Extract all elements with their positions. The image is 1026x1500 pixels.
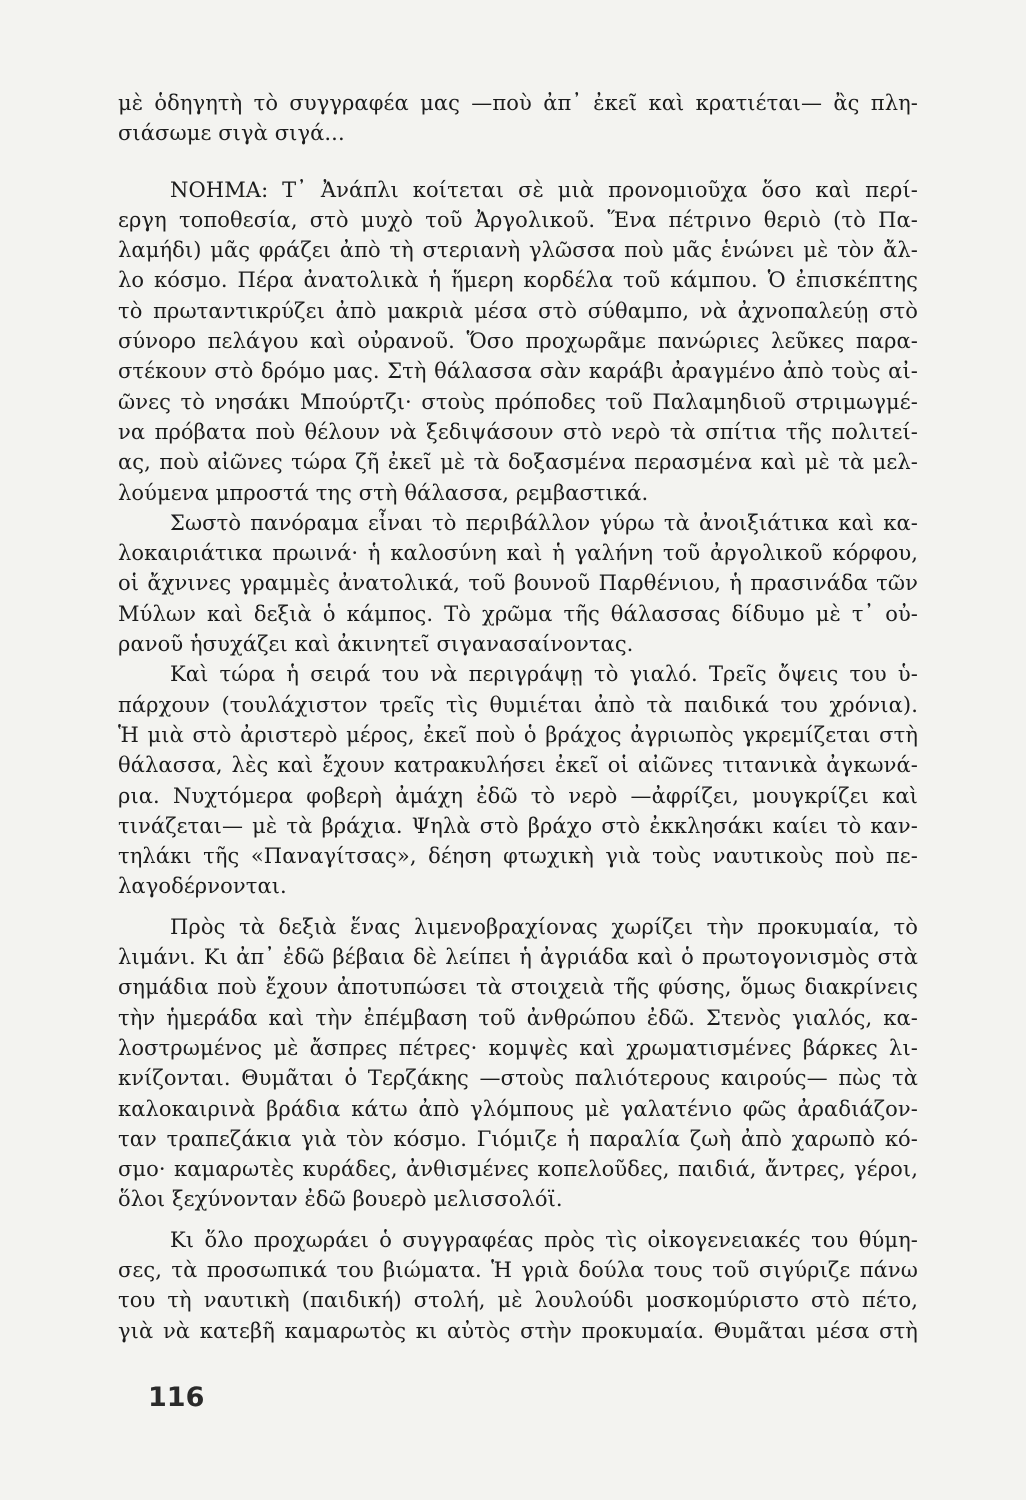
text-line: του τὴ ναυτικὴ (παιδική) στολή, μὲ λουλούδι μοσκομύριστο στὸ πέτο, (118, 1288, 918, 1313)
text-line: λούμενα μπροστά της στὴ θάλασσα, ρεμβαστικά. (118, 480, 649, 505)
text-line: σιάσωμε σιγὰ σιγά... (118, 121, 345, 146)
text-line: ας, ποὺ αἰῶνες τώρα ζῆ ἐκεῖ μὲ τὰ δοξασμένα περασμένα καὶ μὲ τὰ μελ- (118, 450, 918, 475)
text-line: λο κόσμο. Πέρα ἀνατολικὰ ἡ ἥμερη κορδέλα τοῦ κάμπου. Ὁ ἐπισκέπτης (118, 268, 918, 293)
text-line: μὲ ὁδηγητὴ τὸ συγγραφέα μας —ποὺ ἀπ᾿ ἐκεῖ καὶ κρατιέται— ἂς πλη- (118, 91, 918, 115)
text-line: λιμάνι. Κι ἀπ᾿ ἐδῶ βέβαια δὲ λείπει ἡ ἀγριάδα καὶ ὁ πρωτογονισμὸς στὰ (118, 945, 918, 970)
text-line: τὸ πρωταντικρύζει ἀπὸ μακριὰ μέσα στὸ σύθαμπο, νὰ ἀχνοπαλεύῃ στὸ (118, 298, 918, 323)
text-line: Καὶ τώρα ἡ σειρά του νὰ περιγράψῃ τὸ γιαλό. Τρεῖς ὄψεις του ὑ- (170, 662, 918, 687)
body-text (118, 88, 918, 1346)
text-line: σες, τὰ προσωπικά του βιώματα. Ἡ γριὰ δούλα τους τοῦ σιγύριζε πάνω (118, 1257, 918, 1282)
text-line: τηλάκι τῆς «Παναγίτσας», δέηση φτωχικὴ γιὰ τοὺς ναυτικοὺς ποὺ πε- (118, 844, 918, 869)
text-line: να πρόβατα ποὺ θέλουν νὰ ξεδιψάσουν στὸ νερὸ τὰ σπίτια τῆς πολιτεί- (118, 419, 918, 444)
paragraph-gap (118, 902, 918, 912)
text-line: ὅλοι ξεχύνονταν ἐδῶ βουερὸ μελισσολόϊ. (118, 1187, 563, 1212)
text-line: λοστρωμένος μὲ ἄσπρες πέτρες· κομψὲς καὶ χρωματισμένες βάρκες λι- (118, 1035, 918, 1060)
text-line: εργη τοποθεσία, στὸ μυχὸ τοῦ Ἀργολικοῦ. Ἕνα πέτρινο θεριὸ (τὸ Πα- (118, 207, 918, 232)
text-line: Ἡ μιὰ στὸ ἀριστερὸ μέρος, ἐκεῖ ποὺ ὁ βράχος ἀγριωπὸς γκρεμίζεται στὴ (118, 722, 918, 747)
text-line: σμο· καμαρωτὲς κυράδες, ἀνθισμένες κοπελοῦδες, παιδιά, ἄντρες, γέροι, (118, 1157, 918, 1182)
text-line: Μύλων καὶ δεξιὰ ὁ κάμπος. Τὸ χρῶμα τῆς θάλασσας δίδυμο μὲ τ᾿ οὐ- (118, 601, 918, 626)
text-line: σημάδια ποὺ ἔχουν ἀποτυπώσει τὰ στοιχειὰ τῆς φύσης, ὅμως διακρίνεις (118, 975, 918, 1000)
text-line: Κι ὅλο προχωράει ὁ συγγραφέας πρὸς τὶς οἰκογενειακές του θύμη- (170, 1227, 918, 1252)
paragraph-gap (118, 149, 918, 175)
text-line: σύνορο πελάγου καὶ οὐρανοῦ. Ὅσο προχωρᾶμε πανώριες λεῦκες παρα- (118, 329, 918, 354)
text-line: ρανοῦ ἡσυχάζει καὶ ἀκινητεῖ σιγανασαίνοντας. (118, 632, 634, 657)
text-line: Πρὸς τὰ δεξιὰ ἕνας λιμενοβραχίονας χωρίζει τὴν προκυμαία, τὸ (170, 914, 918, 939)
text-line: στέκουν στὸ δρόμο μας. Στὴ θάλασσα σὰν καράβι ἀραγμένο ἀπὸ τοὺς αἰ- (118, 359, 918, 384)
paragraph-gap (118, 1215, 918, 1225)
text-line: Σωστὸ πανόραμα εἶναι τὸ περιβάλλον γύρω τὰ ἀνοιξιάτικα καὶ κα- (170, 510, 918, 535)
text-line: ῶνες τὸ νησάκι Μπούρτζι· στοὺς πρόποδες τοῦ Παλαμηδιοῦ στριμωγμέ- (118, 389, 918, 414)
text-line: ρια. Νυχτόμερα φοβερὴ ἀμάχη ἐδῶ τὸ νερὸ —ἀφρίζει, μουγκρίζει καὶ (118, 783, 918, 808)
text-line: κνίζονται. Θυμᾶται ὁ Τερζάκης —στοὺς παλιότερους καιρούς— πὼς τὰ (118, 1066, 918, 1091)
page-number: 116 (148, 1382, 205, 1413)
text-line: λαγοδέρνονται. (118, 874, 287, 899)
text-line: καλοκαιρινὰ βράδια κάτω ἀπὸ γλόμπους μὲ γαλατένιο φῶς ἀραδιάζον- (118, 1096, 918, 1121)
text-line: λαμήδι) μᾶς φράζει ἀπὸ τὴ στεριανὴ γλῶσσα ποὺ μᾶς ἑνώνει μὲ τὸν ἄλ- (118, 238, 918, 263)
text-line: οἱ ἄχνινες γραμμὲς ἀνατολικά, τοῦ βουνοῦ Παρθένιου, ἡ πρασινάδα τῶν (118, 571, 918, 596)
text-line: λοκαιριάτικα πρωινά· ἡ καλοσύνη καὶ ἡ γαλήνη τοῦ ἀργολικοῦ κόρφου, (118, 541, 918, 566)
text-line: τὴν ἡμεράδα καὶ τὴν ἐπέμβαση τοῦ ἀνθρώπου ἐδῶ. Στενὸς γιαλός, κα- (118, 1005, 918, 1030)
text-line: τινάζεται— μὲ τὰ βράχια. Ψηλὰ στὸ βράχο στὸ ἐκκλησάκι καίει τὸ καν- (118, 813, 918, 838)
text-line: ταν τραπεζάκια γιὰ τὸν κόσμο. Γιόμιζε ἡ παραλία ζωὴ ἀπὸ χαρωπὸ κό- (118, 1126, 918, 1151)
text-line: πάρχουν (τουλάχιστον τρεῖς τὶς θυμιέται ἀπὸ τὰ παιδικά του χρόνια). (118, 692, 918, 717)
text-line: θάλασσα, λὲς καὶ ἔχουν κατρακυλήσει ἐκεῖ οἱ αἰῶνες τιτανικὰ ἀγκωνά- (118, 753, 918, 778)
text-line: γιὰ νὰ κατεβῆ καμαρωτὸς κι αὐτὸς στὴν προκυμαία. Θυμᾶται μέσα στὴ (118, 1318, 918, 1343)
text-line: ΝΟΗΜΑ: Τ᾿ Ἀνάπλι κοίτεται σὲ μιὰ προνομιοῦχα ὅσο καὶ περί- (170, 177, 918, 202)
